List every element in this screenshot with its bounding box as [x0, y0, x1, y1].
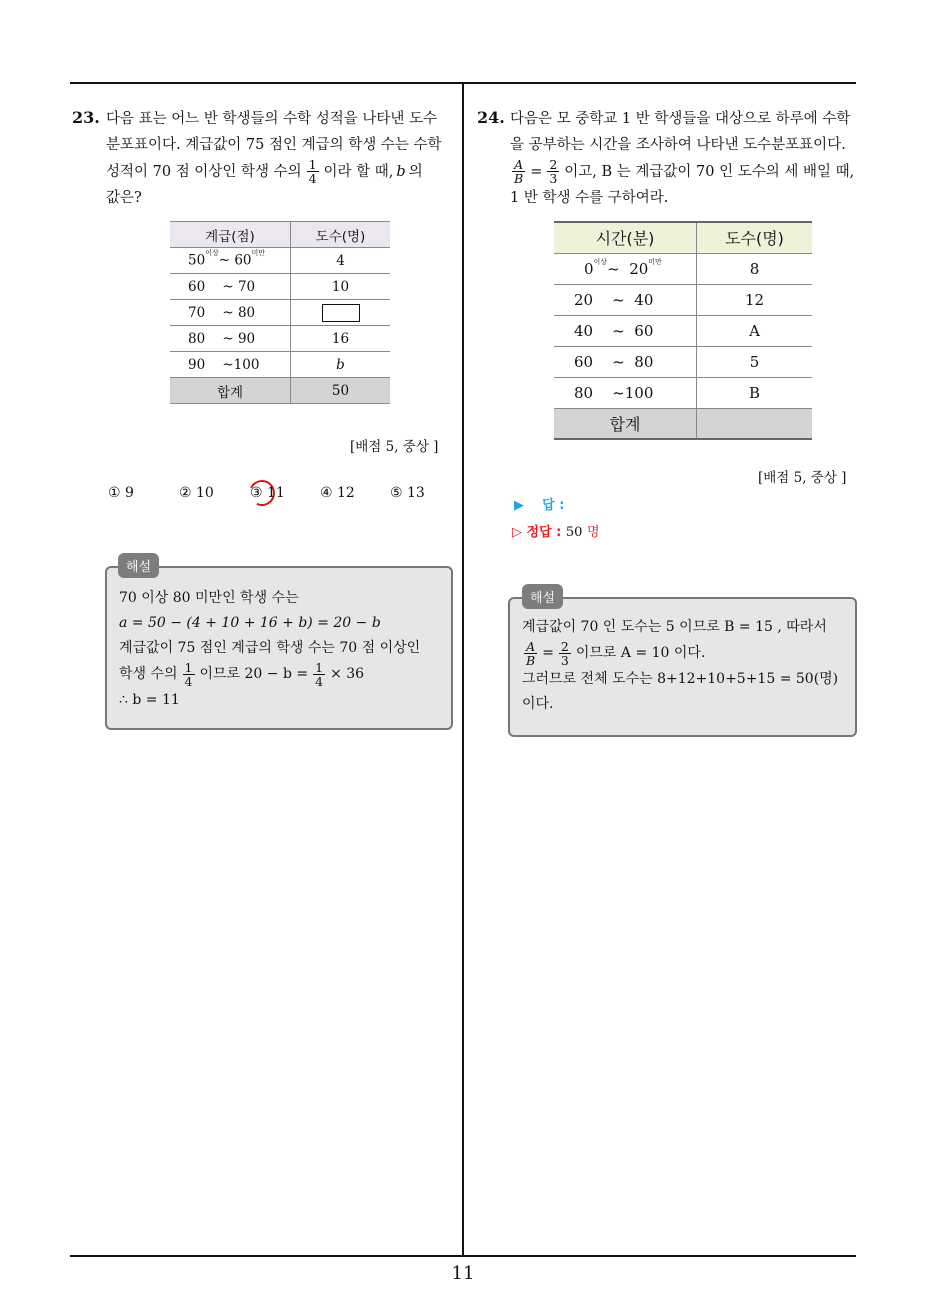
total-value	[697, 408, 813, 439]
table-row	[554, 284, 812, 315]
fraction-denominator: 4	[308, 171, 317, 186]
q23-text	[106, 106, 456, 211]
class-cell: 60 ~ 80	[554, 346, 697, 377]
q24-frequency-table	[554, 221, 812, 440]
frequency-cell: b	[291, 352, 391, 378]
table-row	[170, 326, 390, 352]
q23-fraction	[307, 158, 319, 185]
q23-exp-line4b: 이므로 20 − b =	[199, 666, 309, 682]
q23-exp-line4a: 학생 수의	[119, 666, 178, 682]
choice-1[interactable]: ① 9	[108, 485, 134, 501]
class-cell: 90 ~100	[170, 352, 291, 378]
play-arrow-icon: ▶	[514, 498, 524, 513]
correct-answer-row	[512, 521, 600, 540]
q24-exp-line2b: 이므로 A = 10 이다.	[575, 645, 706, 661]
class-cell: 60 ~ 70	[170, 274, 291, 300]
q23-score: [배점 5, 중상 ]	[350, 439, 439, 455]
frequency-cell: 10	[291, 274, 391, 300]
q24-text	[510, 106, 860, 211]
class-cell: 80 ~ 90	[170, 326, 291, 352]
q23-line4: 값은?	[106, 190, 142, 206]
q23-exp-line4	[119, 661, 439, 688]
table-row	[170, 248, 390, 274]
q24-exp-line2	[522, 640, 843, 667]
outline-arrow-icon: ▷	[512, 525, 522, 540]
q24-exp-equals: =	[542, 645, 554, 661]
q24-line1: 다음은 모 중학교 1 반 학생들을 대상으로 하루에 수학	[510, 111, 851, 127]
answer-label: 답 :	[542, 498, 565, 513]
choice-5[interactable]: ⑤ 13	[390, 485, 425, 501]
frequency-cell: B	[697, 377, 813, 408]
q23-number: 23.	[72, 108, 100, 127]
class-cell: $0^{이상}\sim$ $20^{미만}$	[554, 253, 697, 284]
q23-frequency-table	[170, 221, 390, 404]
fraction-numerator: 1	[308, 157, 317, 172]
q24-line4: 1 반 학생 수를 구하여라.	[510, 190, 669, 206]
q24-exp-line4: 이다.	[522, 696, 554, 712]
frequency-cell: 5	[697, 346, 813, 377]
q23-line3b: 이라 할 때,	[323, 163, 394, 180]
q23-exp-line4c: × 36	[330, 666, 365, 682]
class-cell: 40 ~ 60	[554, 315, 697, 346]
answer-row	[514, 494, 564, 513]
q24-line3b: 이고, B 는 계급값이 70 인 도수의 세 배일 때,	[564, 163, 855, 180]
q23-line2: 분포표이다. 계급값이 75 점인 계급의 학생 수는 수학	[106, 137, 442, 153]
header-class: 시간(분)	[554, 222, 697, 253]
q24-explanation-box	[508, 597, 857, 737]
header-frequency: 도수(명)	[291, 222, 391, 248]
frequency-cell: 16	[291, 326, 391, 352]
class-cell: 70 ~ 80	[170, 300, 291, 326]
correct-label: 정답 :	[526, 525, 562, 540]
frequency-cell: A	[697, 315, 813, 346]
q23-variable-b: b	[396, 163, 406, 180]
table-row	[554, 253, 812, 284]
q23-line3d: 의	[408, 163, 423, 180]
choice-3[interactable]: ③ 11	[250, 485, 285, 501]
q23-choices	[108, 485, 448, 505]
q23-line1: 다음 표는 어느 반 학생들의 수학 성적을 나타낸 도수	[106, 111, 438, 127]
total-value: 50	[291, 378, 391, 404]
frequency-cell-blank	[291, 300, 391, 326]
q24-score: [배점 5, 중상 ]	[758, 470, 847, 486]
q23-exp-line2: a = 50 − (4 + 10 + 16 + b) = 20 − b	[119, 615, 381, 631]
choice-4[interactable]: ④ 12	[320, 485, 355, 501]
q23-line3a: 성적이 70 점 이상인 학생 수의	[106, 163, 302, 180]
q24-fraction-ab: $\frac{A}{B}$	[514, 157, 524, 186]
answer-blank-box	[322, 304, 360, 322]
q24-exp-line3: 그러므로 전체 도수는 8+12+10+5+15 = 50(명)	[522, 671, 839, 687]
class-cell: 80 ~100	[554, 377, 697, 408]
table-row	[554, 346, 812, 377]
table-header-row	[554, 222, 812, 253]
q23-exp-line5: ∴ b = 11	[119, 692, 180, 708]
q24-number: 24.	[477, 108, 505, 127]
table-total-row	[554, 408, 812, 439]
choice-2[interactable]: ② 10	[179, 485, 214, 501]
q23-explanation-box	[105, 566, 453, 730]
q23-line3	[106, 158, 456, 185]
table-row	[554, 377, 812, 408]
q24-exp-fraction-23: $\frac{2}{3}$	[560, 639, 569, 668]
correct-value: 50	[565, 525, 583, 540]
frequency-cell: 8	[697, 253, 813, 284]
total-label: 합계	[170, 378, 291, 404]
equals-sign: =	[530, 163, 543, 180]
q23-exp-fraction: $\frac{1}{4}$	[184, 660, 193, 689]
q23-exp-line3: 계급값이 75 점인 계급의 학생 수는 70 점 이상인	[119, 640, 421, 656]
q23-exp-line1: 70 이상 80 미만인 학생 수는	[119, 590, 299, 606]
header-frequency: 도수(명)	[697, 222, 813, 253]
bottom-rule	[70, 1255, 856, 1257]
frequency-cell: 4	[291, 248, 391, 274]
q23-exp-fraction-2: $\frac{1}{4}$	[315, 660, 324, 689]
table-row	[554, 315, 812, 346]
total-label: 합계	[554, 408, 697, 439]
header-class: 계급(점)	[170, 222, 291, 248]
class-cell: $50^{이상}\sim$ $60^{미만}$	[170, 248, 291, 274]
q24-line2: 을 공부하는 시간을 조사하여 나타낸 도수분포표이다.	[510, 137, 846, 153]
q24-exp-line1: 계급값이 70 인 도수는 5 이므로 B = 15 , 따라서	[522, 619, 827, 635]
page-number: 11	[451, 1263, 475, 1284]
table-header-row	[170, 222, 390, 248]
correct-unit: 명	[586, 525, 600, 540]
q24-exp-fraction-ab: $\frac{A}{B}$	[526, 639, 536, 668]
table-row	[170, 352, 390, 378]
q24-line3	[510, 158, 860, 185]
table-row	[170, 274, 390, 300]
table-row	[170, 300, 390, 326]
q24-fraction-23: $\frac{2}{3}$	[549, 157, 558, 186]
column-divider	[462, 82, 464, 1257]
q23-explanation-tag: 해설	[118, 553, 159, 578]
class-cell: 20 ~ 40	[554, 284, 697, 315]
q24-explanation-tag: 해설	[522, 584, 563, 609]
frequency-cell: 12	[697, 284, 813, 315]
table-total-row	[170, 378, 390, 404]
